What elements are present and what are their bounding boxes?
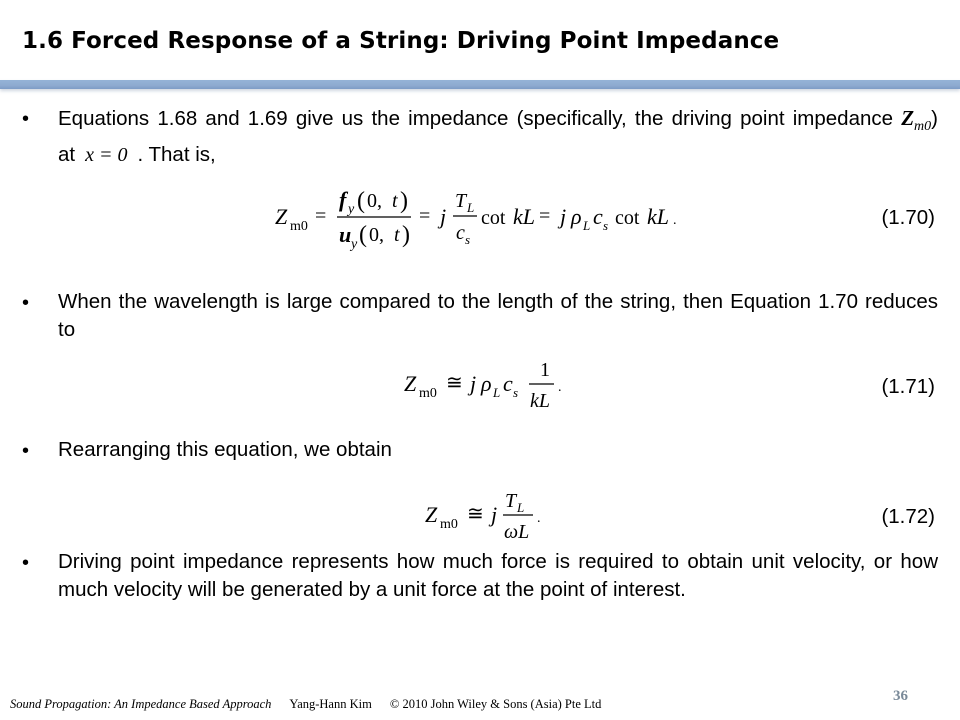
svg-text:0,: 0, (369, 224, 384, 246)
svg-text:Z: Z (425, 502, 438, 527)
equation-1-72 (425, 485, 555, 545)
svg-text:=: = (419, 205, 431, 227)
impedance-symbol: $Z_{m0}$ (901, 106, 932, 135)
svg-text:ρ: ρ (481, 371, 492, 396)
svg-text:(: ( (357, 188, 365, 214)
bullet-dot: • (22, 440, 30, 462)
svg-text:≅: ≅ (446, 372, 463, 394)
svg-text:u: u (339, 222, 352, 247)
svg-text:cot: cot (615, 207, 640, 229)
svg-text:m0: m0 (440, 517, 458, 532)
bullet-3-text: Rearranging this equation, we obtain (58, 438, 392, 461)
svg-text:kL: kL (513, 204, 535, 229)
svg-text:.: . (537, 511, 541, 526)
svg-text:y: y (348, 202, 355, 217)
svg-text:m0: m0 (290, 219, 308, 234)
svg-text:L: L (493, 385, 501, 400)
equation-1-71 (404, 355, 574, 413)
title-divider (0, 80, 960, 89)
svg-text:ρ: ρ (571, 204, 582, 229)
inline-equation: x = 0 (85, 144, 128, 167)
footer-book-title: Sound Propagation: An Impedance Based Approach (10, 697, 272, 711)
svg-text:Z: Z (404, 371, 417, 396)
bullet-2-text: When the wavelength is large compared to the length of the string, then Equation 1.70 reduces to (58, 290, 938, 341)
slide-title: 1.6 Forced Response of a String: Driving Point Impedance (22, 28, 780, 54)
footer (10, 697, 601, 712)
bullet-dot: • (22, 108, 30, 130)
svg-text:T: T (455, 190, 467, 212)
svg-text:s: s (513, 385, 519, 400)
svg-text:L: L (467, 200, 475, 215)
svg-text:1: 1 (540, 359, 550, 381)
svg-text:c: c (593, 204, 603, 229)
svg-text:kL: kL (647, 204, 669, 229)
bullet-dot: • (22, 292, 30, 314)
equation-number-1-71: (1.71) (881, 375, 935, 398)
bullet-dot: • (22, 552, 30, 574)
svg-text:s: s (603, 218, 609, 233)
svg-text:j: j (560, 204, 567, 229)
footer-copyright: © 2010 John Wiley & Sons (Asia) Pte Ltd (389, 697, 602, 711)
svg-text:c: c (456, 222, 465, 244)
svg-text:Z: Z (275, 204, 288, 229)
svg-text:.: . (673, 213, 677, 228)
svg-text:m0: m0 (419, 386, 437, 401)
svg-text:L: L (517, 500, 525, 515)
svg-text:L: L (583, 218, 591, 233)
svg-text:c: c (503, 371, 513, 396)
svg-text:t: t (392, 190, 398, 212)
svg-text:≅: ≅ (467, 503, 484, 525)
svg-text:f: f (339, 187, 347, 212)
svg-text:j: j (440, 204, 447, 229)
svg-text:=: = (539, 205, 551, 227)
svg-text:j: j (470, 371, 477, 396)
svg-text:s: s (465, 232, 471, 247)
footer-author: Yang-Hann Kim (289, 697, 372, 711)
equation-number-1-72: (1.72) (881, 505, 935, 528)
svg-text:ωL: ωL (504, 521, 530, 543)
svg-text:.: . (558, 380, 562, 395)
svg-text:kL: kL (530, 390, 550, 412)
svg-text:t: t (394, 224, 400, 246)
svg-text:T: T (505, 490, 517, 512)
equation-1-70 (275, 180, 695, 252)
svg-text:0,: 0, (367, 190, 382, 212)
svg-text:=: = (315, 205, 327, 227)
svg-text:cot: cot (481, 207, 506, 229)
equation-number-1-70: (1.70) (881, 206, 935, 229)
svg-text:j: j (491, 502, 498, 527)
page-number: 36 (893, 688, 908, 704)
bullet-4-text: Driving point impedance represents how much force is required to obtain unit velocity, or how much velocity will be generated by a unit force at the point of interest. (58, 550, 938, 601)
svg-text:(: ( (359, 222, 367, 248)
svg-text:): ) (400, 188, 408, 214)
bullet-1-text: Equations 1.68 and 1.69 give us the impedance (specifically, the driving point impedance $Z_{m0}$) at x = 0 . That is, (58, 106, 938, 167)
svg-text:): ) (402, 222, 410, 248)
svg-text:y: y (351, 237, 358, 252)
